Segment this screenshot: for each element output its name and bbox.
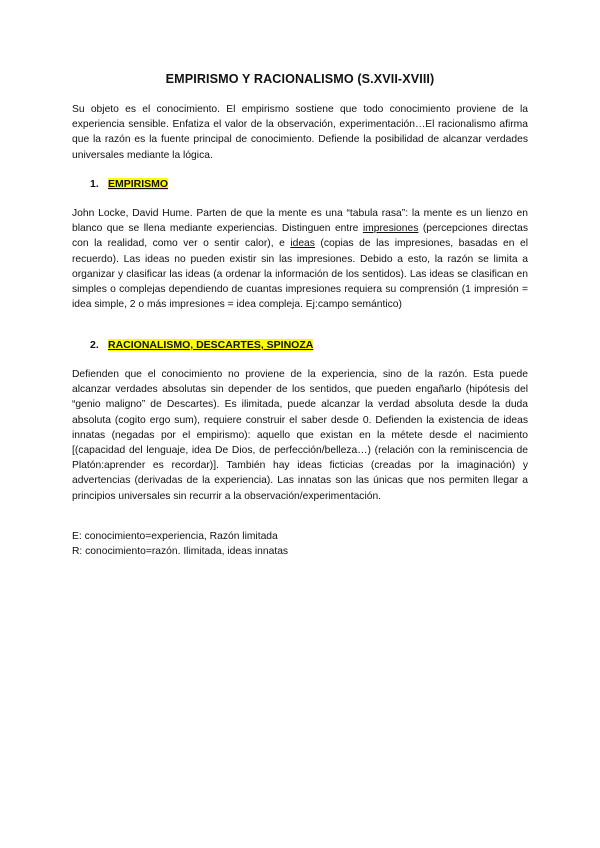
intro-paragraph: Su objeto es el conocimiento. El empirismo sostiene que todo conocimiento proviene de la experiencia sensible. Enfatiza el valor de la observación, experimentación…El racionalismo afirma que la razón es la fuente principal de conocimiento. Defiende la posibilidad de alcanzar verdades universales mediante la lógica. (72, 104, 528, 161)
section-1-number: 1. (90, 178, 99, 190)
section-2-title: RACIONALISMO, DESCARTES, SPINOZA (108, 339, 314, 351)
summary-empirismo: E: conocimiento=experiencia, Razón limitada (72, 531, 278, 542)
section-2-number: 2. (90, 339, 99, 351)
document-title: EMPIRISMO Y RACIONALISMO (S.XVII-XVIII) (165, 72, 435, 86)
empirismo-text-a: John Locke, David Hume. Parten de que la mente es una “tabula rasa”: la mente es un lienzo en blanco que se llena mediante experiencias. Distinguen entre (72, 208, 528, 235)
section-1-title: EMPIRISMO (108, 178, 169, 190)
summary-racionalismo: R: conocimiento=razón. Ilimitada, ideas innatas (72, 546, 289, 557)
section-2-heading (90, 339, 313, 351)
term-ideas: ideas (290, 238, 315, 250)
empirismo-paragraph (72, 206, 528, 312)
empirismo-text-b: (percepciones directas con la realidad, como ver o sentir calor), e (72, 223, 528, 250)
section-1-heading (90, 178, 168, 190)
empirismo-text-c: (copias de las impresiones, basadas en el recuerdo). Las ideas no pueden existir sin las impresiones. Debido a esto, la razón se limita a organizar y clasificar las ideas (a ordenar la información de los sentidos). Las ideas se clasifican en simples o complejas dependiendo de cuantas impresiones requiera su comprensión (1 impresión = idea simple, 2 o más impresiones = idea compleja. Ej:campo semántico) (72, 238, 528, 311)
term-impresiones: impresiones (362, 223, 419, 235)
racionalismo-paragraph: Defienden que el conocimiento no proviene de la experiencia, sino de la razón. Esta puede alcanzar verdades absolutas sin depender de los sentidos, que pueden engañarlo (hipótesis del “genio maligno” de Descartes). Es ilimitada, puede alcanzar la verdad absoluta desde la duda absoluta (cogito ergo sum), requiere construir el saber desde 0. Defienden la existencia de ideas innatas (negadas por el empirismo): aquello que existan en la métete desde el nacimiento [(capacidad del lenguaje, idea De Dios, de perfección/belleza…) (relación con la reminiscencia de Platón:aprender es recordar)]. También hay ideas ficticias (creadas por la imaginación) y advertencias (derivadas de la experiencia). Las innatas son las únicas que nos permiten llegar a principios universales sin recurrir a la observación/experimentación. (72, 369, 528, 502)
